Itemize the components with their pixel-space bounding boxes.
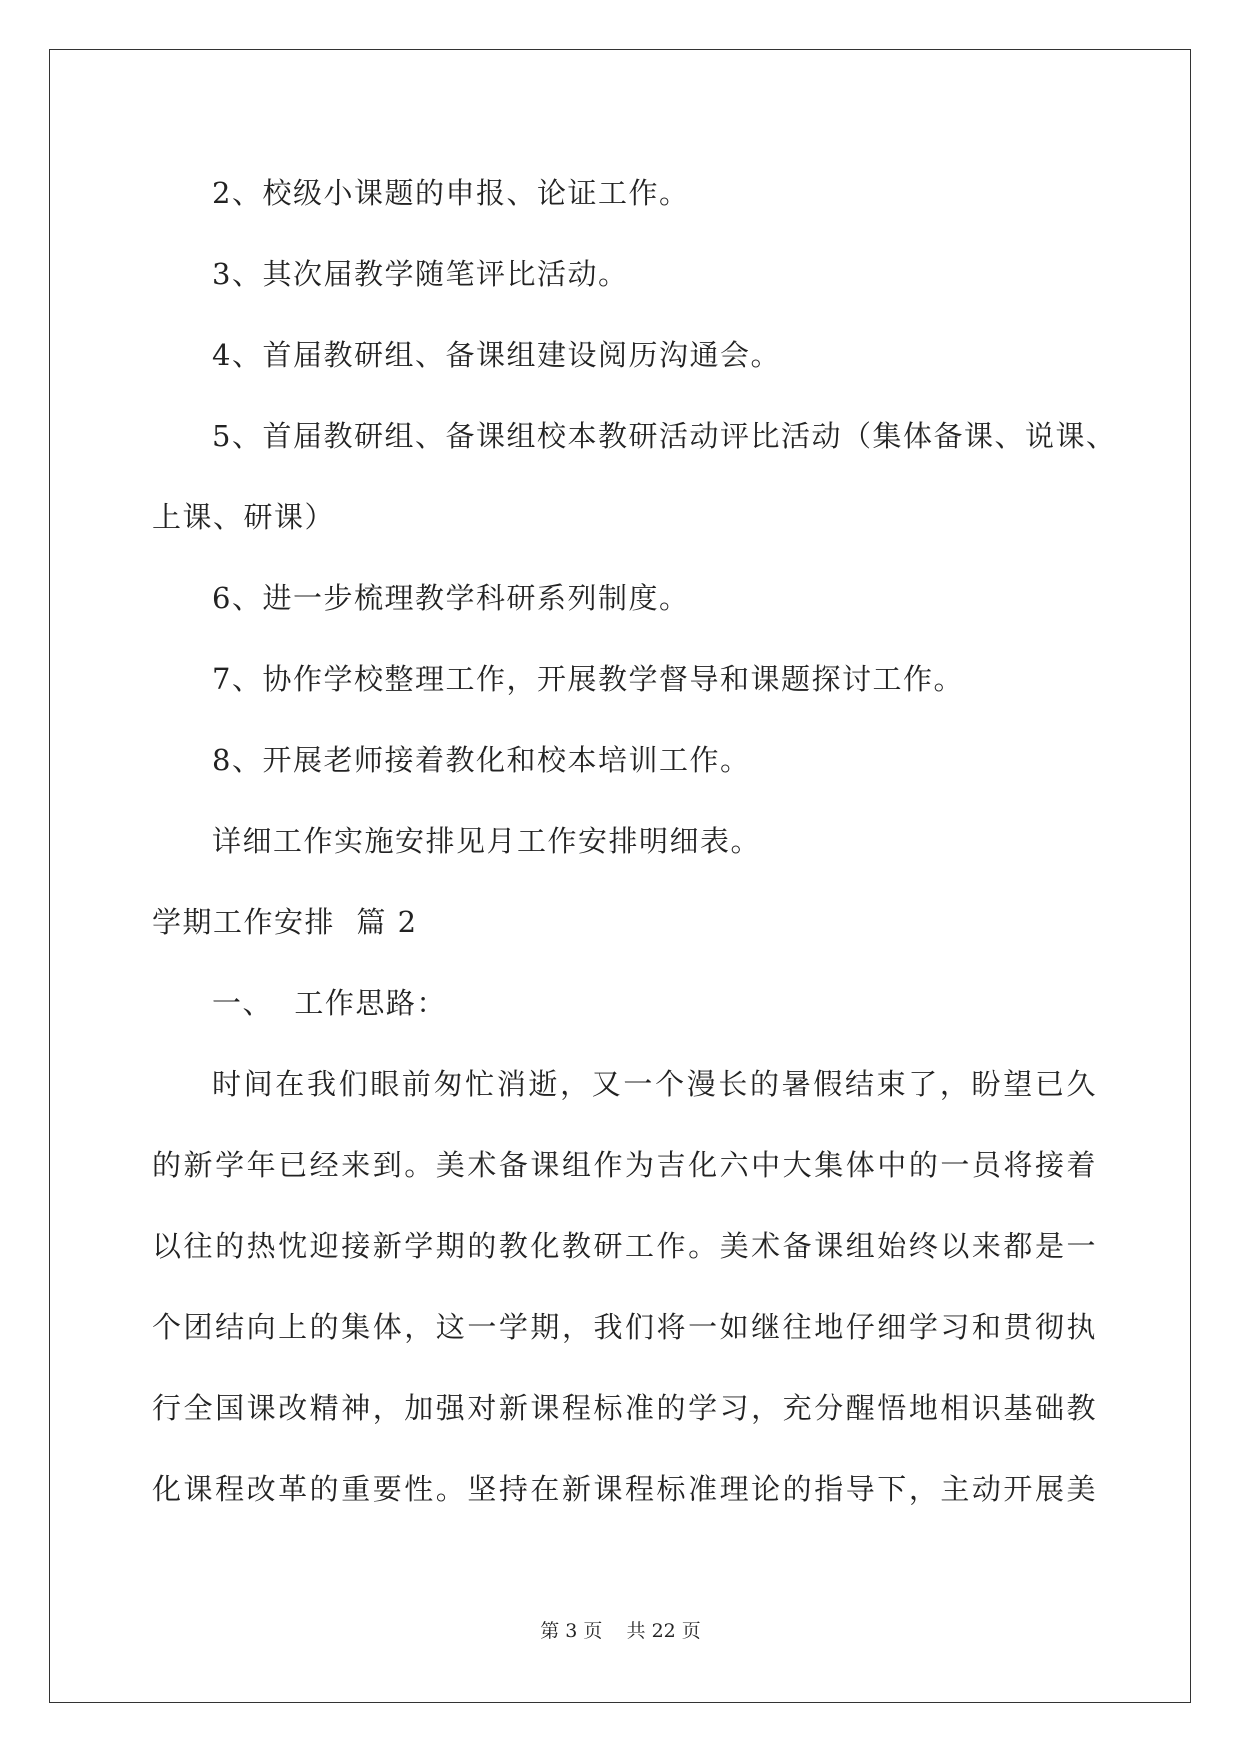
paragraph-line-1: 时间在我们眼前匆忙消逝，又一个漫长的暑假结束了，盼望已久 [212, 1067, 1097, 1101]
list-item-8: 8、开展老师接着教化和校本培训工作。 [212, 743, 751, 777]
list-item-4: 4、首届教研组、备课组建设阅历沟通会。 [212, 338, 781, 372]
page-footer [0, 1618, 1241, 1644]
paragraph-line-2: 的新学年已经来到。美术备课组作为吉化六中大集体中的一员将接着 [152, 1148, 1097, 1182]
section-heading: 学期工作安排 篇 2 [152, 905, 418, 939]
list-item-2: 2、校级小课题的申报、论证工作。 [212, 176, 690, 210]
list-item-5: 5、首届教研组、备课组校本教研活动评比活动（集体备课、说课、 [212, 419, 1117, 453]
page-border [49, 49, 1191, 1703]
list-item-5-continued: 上课、研课） [152, 500, 336, 534]
paragraph-line-3: 以往的热忱迎接新学期的教化教研工作。美术备课组始终以来都是一 [152, 1229, 1097, 1263]
paragraph-line-4: 个团结向上的集体，这一学期，我们将一如继往地仔细学习和贯彻执 [152, 1310, 1097, 1344]
paragraph-line-6: 化课程改革的重要性。坚持在新课程标准理论的指导下，主动开展美 [152, 1472, 1097, 1506]
list-item-7: 7、协作学校整理工作，开展教学督导和课题探讨工作。 [212, 662, 964, 696]
page-number: 第 3 页 共 22 页 [540, 1620, 701, 1642]
paragraph-line-5: 行全国课改精神，加强对新课程标准的学习，充分醒悟地相识基础教 [152, 1391, 1097, 1425]
subsection-heading: 一、 工作思路： [212, 986, 447, 1020]
list-item-3: 3、其次届教学随笔评比活动。 [212, 257, 629, 291]
schedule-note: 详细工作实施安排见月工作安排明细表。 [212, 824, 762, 858]
list-item-6: 6、进一步梳理教学科研系列制度。 [212, 581, 690, 615]
